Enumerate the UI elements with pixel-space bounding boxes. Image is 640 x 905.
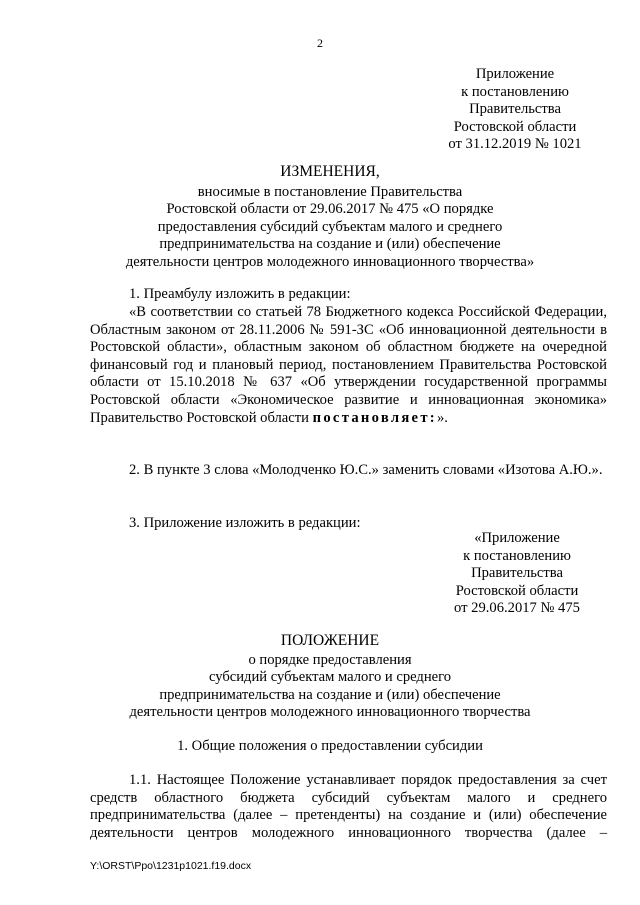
changes-heading: ИЗМЕНЕНИЯ, — [280, 163, 380, 180]
quoted-appendix-line: «Приложение — [474, 530, 560, 546]
regulation-heading: ПОЛОЖЕНИЕ — [280, 632, 380, 649]
regulation-title-line: деятельности центров молодежного инновационного творчества — [129, 704, 531, 721]
changes-title-line: деятельности центров молодежного инновационного творчества» — [125, 253, 535, 270]
changes-title-line: предоставления субсидий субъектам малого и среднего — [157, 218, 503, 235]
page-number: 2 — [317, 36, 323, 50]
item1-preamble — [90, 304, 607, 427]
regulation-title-line: о порядке предоставления — [248, 651, 412, 668]
item1-intro: 1. Преамбулу изложить в редакции: — [129, 286, 351, 302]
footer-file-path: Y:\ORST\Ppo\1231p1021.f19.docx — [90, 860, 252, 872]
quoted-appendix-line: Ростовской области — [455, 582, 579, 599]
quoted-appendix-header — [432, 530, 602, 618]
decree-word: постановляет: — [312, 409, 437, 426]
changes-title-line: предпринимательства на создание и (или) обеспечение — [159, 236, 501, 253]
changes-title — [60, 163, 600, 272]
item3-intro: 3. Приложение изложить в редакции: — [129, 515, 361, 531]
section1-paragraph: 1.1. Настоящее Положение устанавливает порядок предоставления за счет средств областного бюджета субсидий субъектам малого и среднего предпринимательства (далее – претенденты) на создание и (или) обеспечение деятельности центров молодежного инновационного творчества (далее – — [90, 772, 607, 841]
quoted-appendix-line: от 29.06.2017 № 475 — [454, 600, 580, 617]
item1-preamble-text: «В соответствии со статьей 78 Бюджетного кодекса Российской Федерации, Областным законом от 28.11.2006 № 591-ЗС «Об инновационной деятельности в Ростовской области», областным законом об областном бюджете на очередной финансовый год и плановый период, постановлением Правительства Ростовской области от 15.10.2018 № 637 «Об утверждении государственной программы Ростовской области «Экономическое развитие и инновационная экономика» Правительство Ростовской области — [90, 304, 607, 426]
appendix-header-line: к постановлению — [461, 83, 569, 100]
changes-title-line: Ростовской области от 29.06.2017 № 475 «О порядке — [166, 201, 494, 218]
section1-heading: 1. Общие положения о предоставлении субсидии — [177, 738, 483, 754]
regulation-title — [60, 632, 600, 722]
quoted-appendix-line: Правительства — [471, 565, 563, 582]
appendix-header-line: Ростовской области — [453, 118, 577, 135]
regulation-title-line: субсидий субъектам малого и среднего — [208, 669, 452, 686]
appendix-header-line: Приложение — [475, 66, 555, 82]
item1-end: ». — [436, 409, 448, 426]
item2: 2. В пункте 3 слова «Молодченко Ю.С.» заменить словами «Изотова А.Ю.». — [129, 462, 603, 478]
appendix-header-line: Правительства — [469, 101, 561, 118]
quoted-appendix-line: к постановлению — [463, 547, 571, 564]
appendix-header — [430, 66, 600, 154]
regulation-title-line: предпринимательства на создание и (или) обеспечение — [159, 686, 501, 703]
changes-title-line: вносимые в постановление Правительства — [197, 183, 463, 200]
appendix-header-line: от 31.12.2019 № 1021 — [448, 136, 582, 153]
